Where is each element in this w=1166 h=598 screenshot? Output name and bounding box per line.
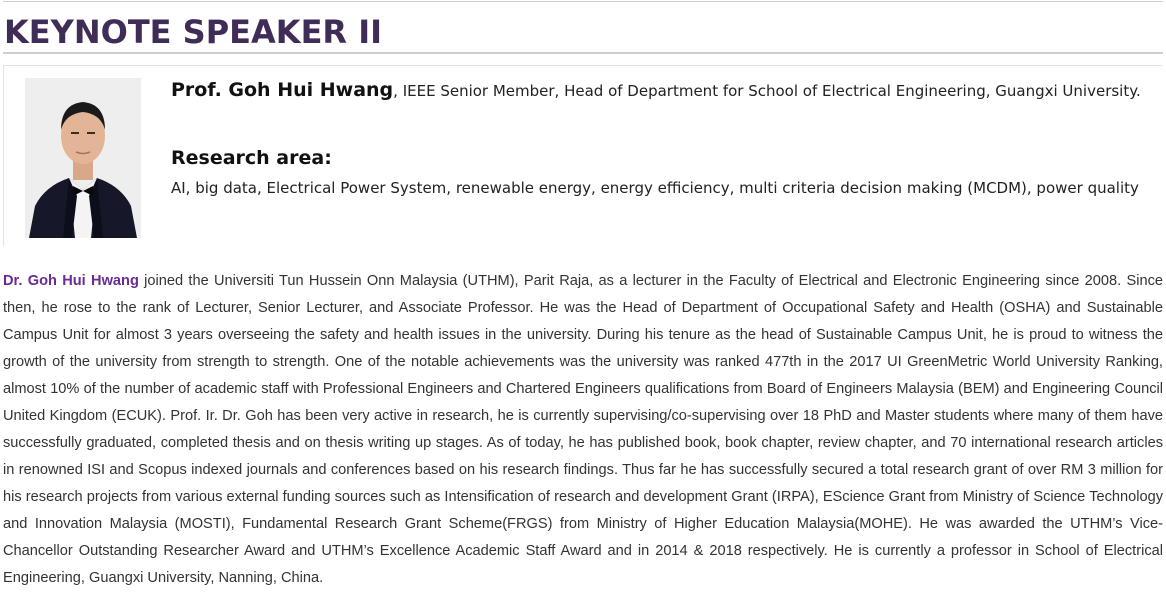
speaker-biography [3, 268, 1163, 592]
bio-speaker-name: Dr. Goh Hui Hwang [3, 273, 139, 289]
speaker-affiliation: , IEEE Senior Member, Head of Department for School of Electrical Engineering, Guangxi University. [393, 82, 1141, 100]
speaker-portrait-image [25, 78, 141, 238]
speaker-name: Prof. Goh Hui Hwang [171, 79, 394, 101]
top-divider [3, 1, 1163, 2]
speaker-photo [25, 78, 141, 238]
section-title: KEYNOTE SPEAKER II [4, 13, 383, 51]
bio-text: joined the Universiti Tun Hussein Onn Malaysia (UTHM), Parit Raja, as a lecturer in the Faculty of Electrical and Electronic Engineering since 2008. Since then, he rose to the rank of Lecturer, Senior Lecturer, and Associate Professor. He was the Head of Department of Occupational Safety and Health (OSHA) and Sustainable Campus Unit for almost 3 years overseeing the safety and health issues in the university. During his tenure as the head of Sustainable Campus Unit, he is proud to witness the growth of the university from strength to strength. One of the notable achievements was the university was ranked 477th in the 2017 UI GreenMetric World University Ranking, almost 10% of the number of academic staff with Professional Engineers and Chartered Engineers qualifications from Board of Engineers Malaysia (BEM) and Engineering Council United Kingdom (ECUK). Prof. Ir. Dr. Goh has been very active in research, he is currently supervising/co-supervising over 18 PhD and Master students where many of them have successfully graduated, completed thesis and on thesis writing up stages. As of today, he has published book, book chapter, review chapter, and 70 international research articles in renowned ISI and Scopus indexed journals and conferences based on his research findings. Thus far he has successfully secured a total research grant of over RM 3 million for his research projects from various external funding sources such as Intensification of research and development Grant (IRPA), EScience Grant from Ministry of Science Technology and Innovation Malaysia (MOSTI), Fundamental Research Grant Scheme(FRGS) from Ministry of Higher Education Malaysia(MOHE). He was awarded the UTHM’s Vice-Chancellor Outstanding Researcher Award and UTHM’s Excellence Academic Staff Award and in 2014 & 2018 respectively. He is currently a professor in School of Electrical Engineering, Guangxi University, Nanning, China. [3, 273, 1164, 586]
title-divider [3, 52, 1163, 54]
research-area-heading: Research area: [171, 147, 332, 169]
speaker-headline [171, 78, 1151, 103]
research-area-text: AI, big data, Electrical Power System, renewable energy, energy efficiency, multi criteria decision making (MCDM), power quality [171, 179, 1139, 197]
